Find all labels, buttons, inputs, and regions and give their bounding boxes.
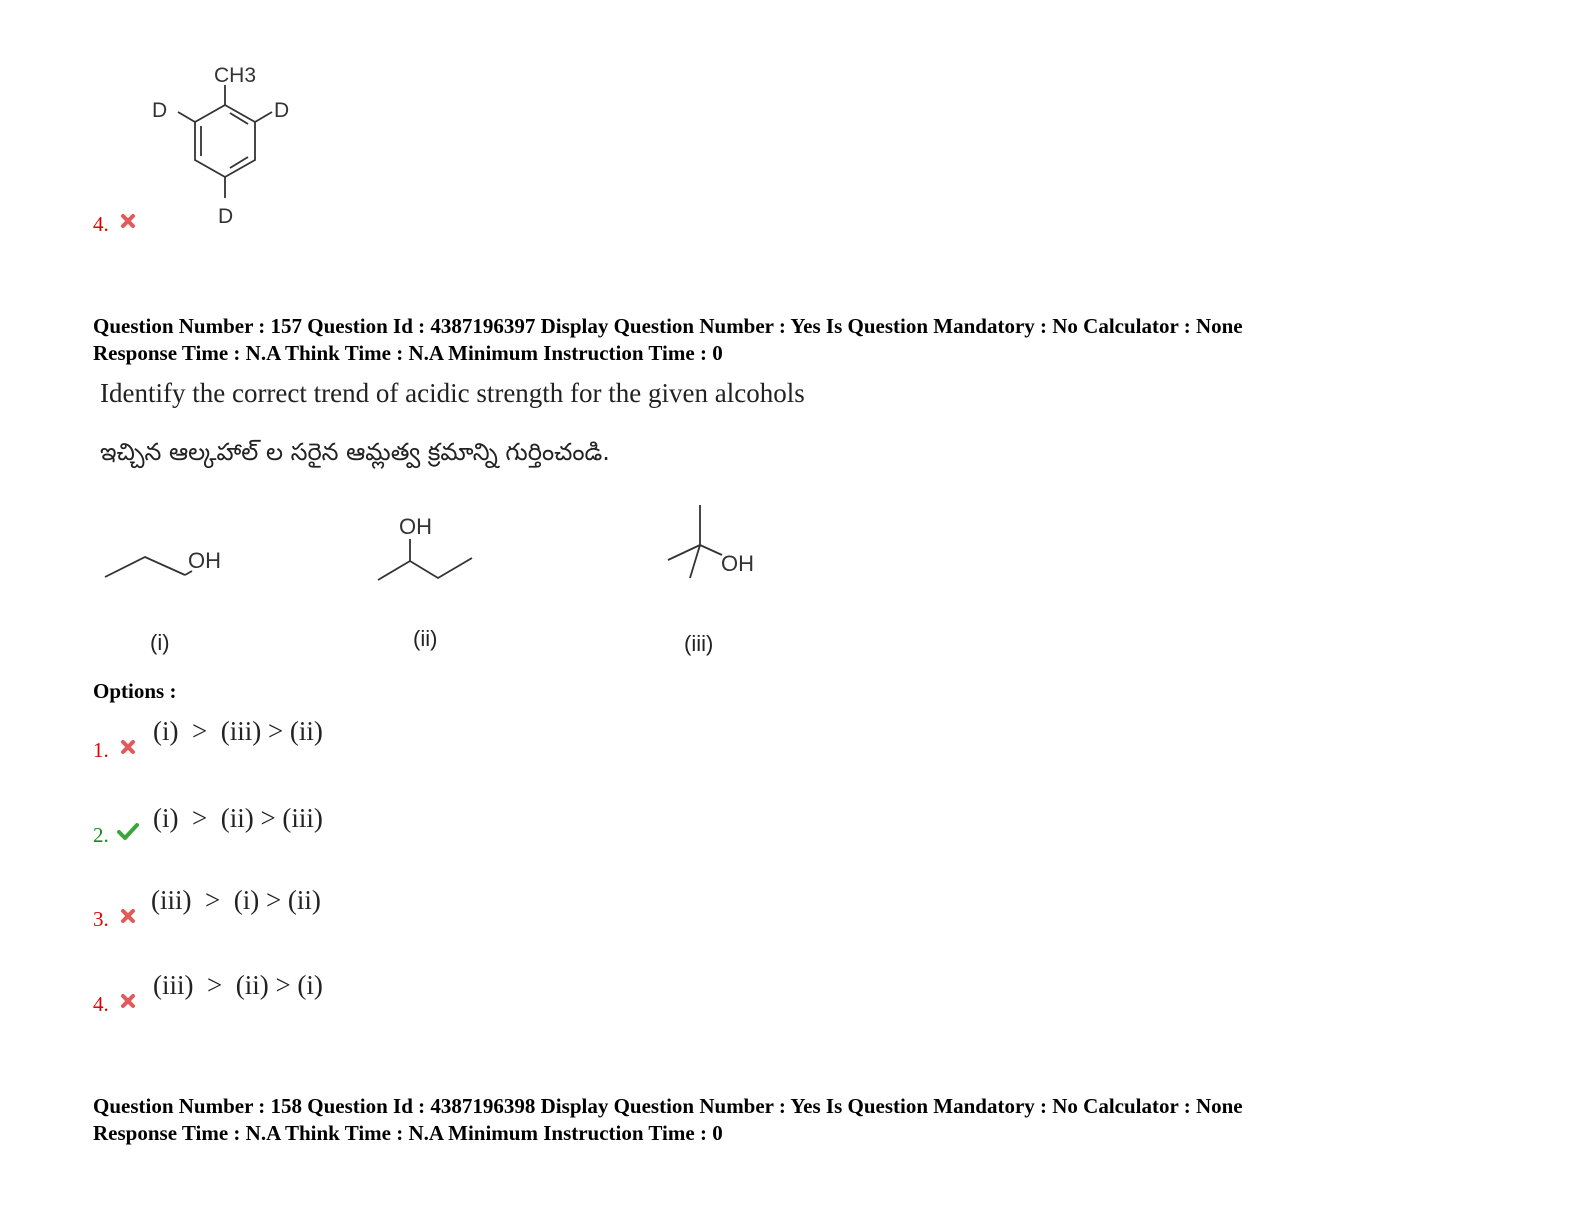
- question-meta-line2: Response Time : N.A Think Time : N.A Minimum Instruction Time : 0: [93, 1121, 723, 1145]
- toluene-d3-structure: [140, 55, 320, 235]
- wrong-mark-icon: [120, 993, 136, 1009]
- option-number: 1.: [93, 738, 109, 762]
- structure-label-ii: (ii): [413, 626, 438, 651]
- question-meta: [93, 313, 1243, 367]
- option-text: (i) > (iii) > (ii): [153, 716, 323, 746]
- question-meta-line2: Response Time : N.A Think Time : N.A Minimum Instruction Time : 0: [93, 341, 723, 365]
- substituent-d-right: D: [274, 99, 290, 122]
- substituent-d-bottom: D: [218, 205, 234, 228]
- option-number: 3.: [93, 907, 109, 931]
- structure-butanol: [370, 510, 490, 590]
- structure-propanol: [100, 535, 250, 585]
- hydroxyl-label: OH: [399, 514, 432, 539]
- substituent-d-left: D: [152, 99, 168, 122]
- option-text: (iii) > (ii) > (i): [153, 970, 323, 1000]
- structure-tert-butanol: [660, 500, 780, 585]
- option-number: 4.: [93, 212, 109, 236]
- wrong-mark-icon: [120, 908, 136, 924]
- question-meta: [93, 1093, 1243, 1147]
- option-number: 2.: [93, 823, 109, 847]
- option-text: (iii) > (i) > (ii): [151, 885, 321, 915]
- options-heading: Options :: [93, 679, 177, 703]
- structure-label-i: (i): [150, 630, 170, 655]
- question-meta-line1: Question Number : 157 Question Id : 4387196397 Display Question Number : Yes Is Question Mandatory : No Calculator : None: [93, 314, 1243, 338]
- hydroxyl-label: OH: [721, 551, 754, 576]
- substituent-ch3: CH3: [214, 64, 257, 87]
- wrong-mark-icon: [120, 213, 136, 229]
- wrong-mark-icon: [120, 739, 136, 755]
- question-meta-line1: Question Number : 158 Question Id : 4387196398 Display Question Number : Yes Is Question Mandatory : No Calculator : None: [93, 1094, 1243, 1118]
- hydroxyl-label: OH: [188, 548, 221, 573]
- option-number: 4.: [93, 992, 109, 1016]
- correct-mark-icon: [117, 822, 139, 842]
- question-text-english: Identify the correct trend of acidic strength for the given alcohols: [100, 378, 805, 408]
- question-text-telugu: ఇచ్చిన ఆల్కహాల్ ల సరైన ఆమ్లత్వ క్రమాన్ని గుర్తించండి.: [100, 438, 610, 466]
- structure-label-iii: (iii): [684, 631, 714, 656]
- option-text: (i) > (ii) > (iii): [153, 803, 323, 833]
